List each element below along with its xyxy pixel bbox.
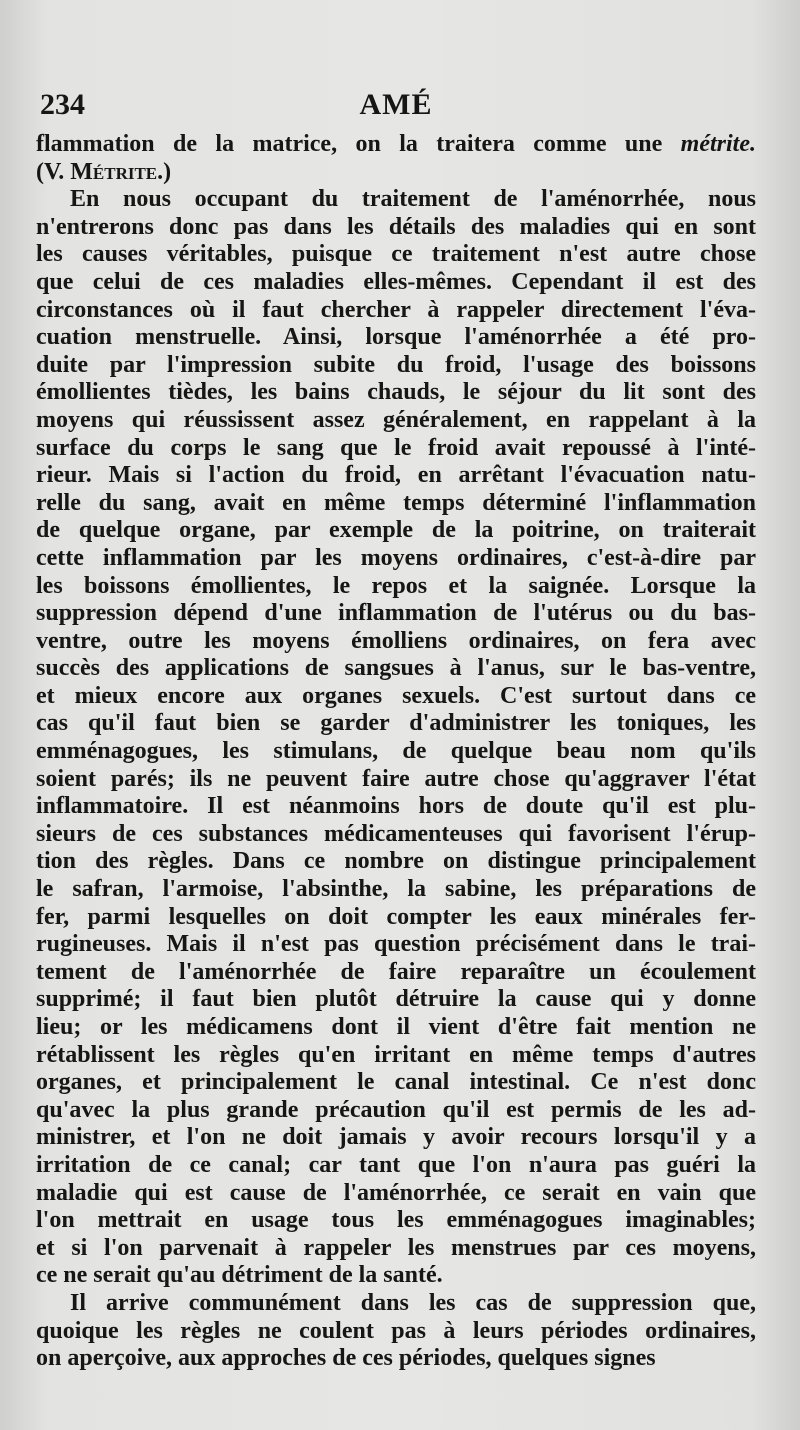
text-line: l'on mettrait en usage tous les emménagogues imaginables;	[36, 1207, 756, 1234]
text-line: que celui de ces maladies elles-mêmes. Cependant il est des	[36, 268, 756, 295]
text-line: émollientes tièdes, les bains chauds, le séjour du lit sont des	[36, 379, 756, 406]
text-line: soient parés; ils ne peuvent faire autre chose qu'aggraver l'état	[36, 765, 756, 792]
body-text	[36, 131, 756, 1373]
text-line: cas qu'il faut bien se garder d'administrer les toniques, les	[36, 710, 756, 737]
text-line: supprimé; il faut bien plutôt détruire la cause qui y donne	[36, 986, 756, 1013]
text-line: quoique les règles ne coulent pas à leurs périodes ordinaires,	[36, 1317, 756, 1344]
paragraph	[36, 1290, 756, 1373]
text-line: succès des applications de sangsues à l'anus, sur le bas-ventre,	[36, 655, 756, 682]
text-line: inflammatoire. Il est néanmoins hors de doute qu'il est plu-	[36, 793, 756, 820]
text-line: surface du corps le sang que le froid avait repoussé à l'inté-	[36, 434, 756, 461]
text-line: les causes véritables, puisque ce traitement n'est autre chose	[36, 241, 756, 268]
text-line: et mieux encore aux organes sexuels. C'est surtout dans ce	[36, 682, 756, 709]
text-line: le safran, l'armoise, l'absinthe, la sabine, les préparations de	[36, 876, 756, 903]
text-line: rétablissent les règles qu'en irritant en même temps d'autres	[36, 1041, 756, 1068]
text-line: duite par l'impression subite du froid, l'usage des boissons	[36, 351, 756, 378]
text-line: maladie qui est cause de l'aménorrhée, ce serait en vain que	[36, 1179, 756, 1206]
text-line: ministrer, et l'on ne doit jamais y avoir recours lorsqu'il y a	[36, 1124, 756, 1151]
page-number: 234	[40, 88, 85, 121]
text-line: circonstances où il faut chercher à rappeler directement l'éva-	[36, 296, 756, 323]
text-line: ce ne serait qu'au détriment de la santé.	[36, 1262, 443, 1289]
text-line: En nous occupant du traitement de l'aménorrhée, nous	[70, 186, 756, 213]
text-line: lieu; or les médicamens dont il vient d'être fait mention ne	[36, 1014, 756, 1040]
text-line: emménagogues, les stimulans, de quelque beau nom qu'ils	[36, 738, 756, 765]
text-line: rieur. Mais si l'action du froid, en arrêtant l'évacuation natu-	[36, 462, 756, 489]
text-line: (V. Métrite.)	[36, 158, 172, 185]
text-line: on aperçoive, aux approches de ces périodes, quelques signes	[36, 1345, 656, 1372]
paragraph	[36, 186, 756, 1290]
text-line: ventre, outre les moyens émolliens ordinaires, on fera avec	[36, 627, 756, 654]
text-line: de quelque organe, par exemple de la poitrine, on traiterait	[36, 517, 756, 544]
text-line: flammation de la matrice, on la traitera comme une métrite.	[36, 131, 756, 157]
text-line: les boissons émollientes, le repos et la saignée. Lorsque la	[36, 572, 756, 599]
text-line: irritation de ce canal; car tant que l'on n'aura pas guéri la	[36, 1151, 756, 1178]
text-line: et si l'on parvenait à rappeler les menstrues par ces moyens,	[36, 1234, 756, 1261]
page-header	[36, 88, 756, 128]
text-line: n'entrerons donc pas dans les détails des maladies qui en sont	[36, 213, 756, 240]
text-line: relle du sang, avait en même temps déterminé l'inflammation	[36, 489, 756, 516]
text-line: cuation menstruelle. Ainsi, lorsque l'aménorrhée a été pro-	[36, 324, 756, 351]
text-line: suppression dépend d'une inflammation de l'utérus ou du bas-	[36, 600, 756, 627]
paragraph	[36, 131, 756, 186]
text-line: rugineuses. Mais il n'est pas question précisément dans le trai-	[36, 931, 756, 958]
text-line: cette inflammation par les moyens ordinaires, c'est-à-dire par	[36, 544, 756, 571]
running-head: AMÉ	[359, 88, 433, 121]
text-line: sieurs de ces substances médicamenteuses qui favorisent l'érup-	[36, 820, 756, 847]
text-line: organes, et principalement le canal intestinal. Ce n'est donc	[36, 1069, 756, 1096]
text-line: moyens qui réussissent assez généralement, en rappelant à la	[36, 406, 756, 433]
text-line: fer, parmi lesquelles on doit compter les eaux minérales fer-	[36, 903, 756, 930]
text-line: Il arrive communément dans les cas de suppression que,	[70, 1289, 756, 1316]
text-line: tement de l'aménorrhée de faire reparaître un écoulement	[36, 958, 756, 985]
text-line: tion des règles. Dans ce nombre on distingue principalement	[36, 848, 756, 875]
text-line: qu'avec la plus grande précaution qu'il est permis de les ad-	[36, 1096, 756, 1123]
